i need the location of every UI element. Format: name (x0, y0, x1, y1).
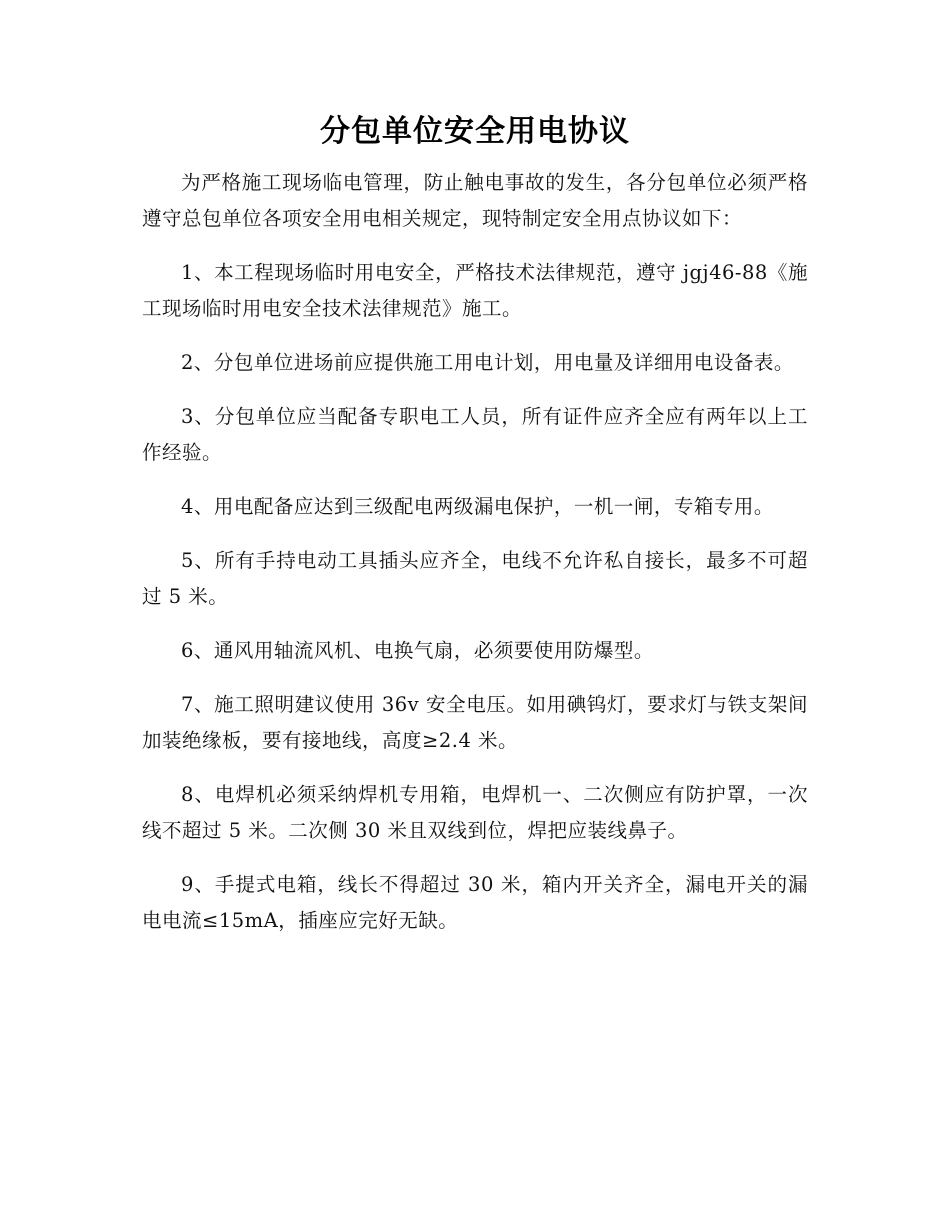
page-title: 分包单位安全用电协议 (320, 114, 630, 149)
clause-paragraph: 9、手提式电箱，线长不得超过 30 米，箱内开关齐全，漏电开关的漏电电流≤15mA，插座应完好无缺。 (142, 873, 808, 932)
clause-paragraph: 5、所有手持电动工具插头应齐全，电线不允许私自接长，最多不可超过 5 米。 (142, 549, 808, 608)
document-body (142, 165, 808, 957)
clause-paragraph: 3、分包单位应当配备专职电工人员，所有证件应齐全应有两年以上工作经验。 (142, 405, 808, 464)
clause-paragraph: 8、电焊机必须采纳焊机专用箱，电焊机一、二次侧应有防护罩，一次线不超过 5 米。二次侧 30 米且双线到位，焊把应装线鼻子。 (142, 783, 808, 842)
clause-paragraph: 2、分包单位进场前应提供施工用电计划，用电量及详细用电设备表。 (181, 351, 794, 374)
clause-paragraph: 4、用电配备应达到三级配电两级漏电保护，一机一闸，专箱专用。 (181, 495, 774, 518)
clause-paragraph: 6、通风用轴流风机、电换气扇，必须要使用防爆型。 (181, 639, 654, 662)
clause-paragraph: 1、本工程现场临时用电安全，严格技术法律规范，遵守 jgj46-88《施工现场临时用电安全技术法律规范》施工。 (142, 261, 808, 320)
clause-paragraph: 7、施工照明建议使用 36v 安全电压。如用碘钨灯，要求灯与铁支架间加装绝缘板，要有接地线，高度≥2.4 米。 (142, 693, 808, 752)
intro-paragraph: 为严格施工现场临电管理，防止触电事故的发生，各分包单位必须严格遵守总包单位各项安全用电相关规定，现特制定安全用点协议如下： (142, 171, 808, 230)
